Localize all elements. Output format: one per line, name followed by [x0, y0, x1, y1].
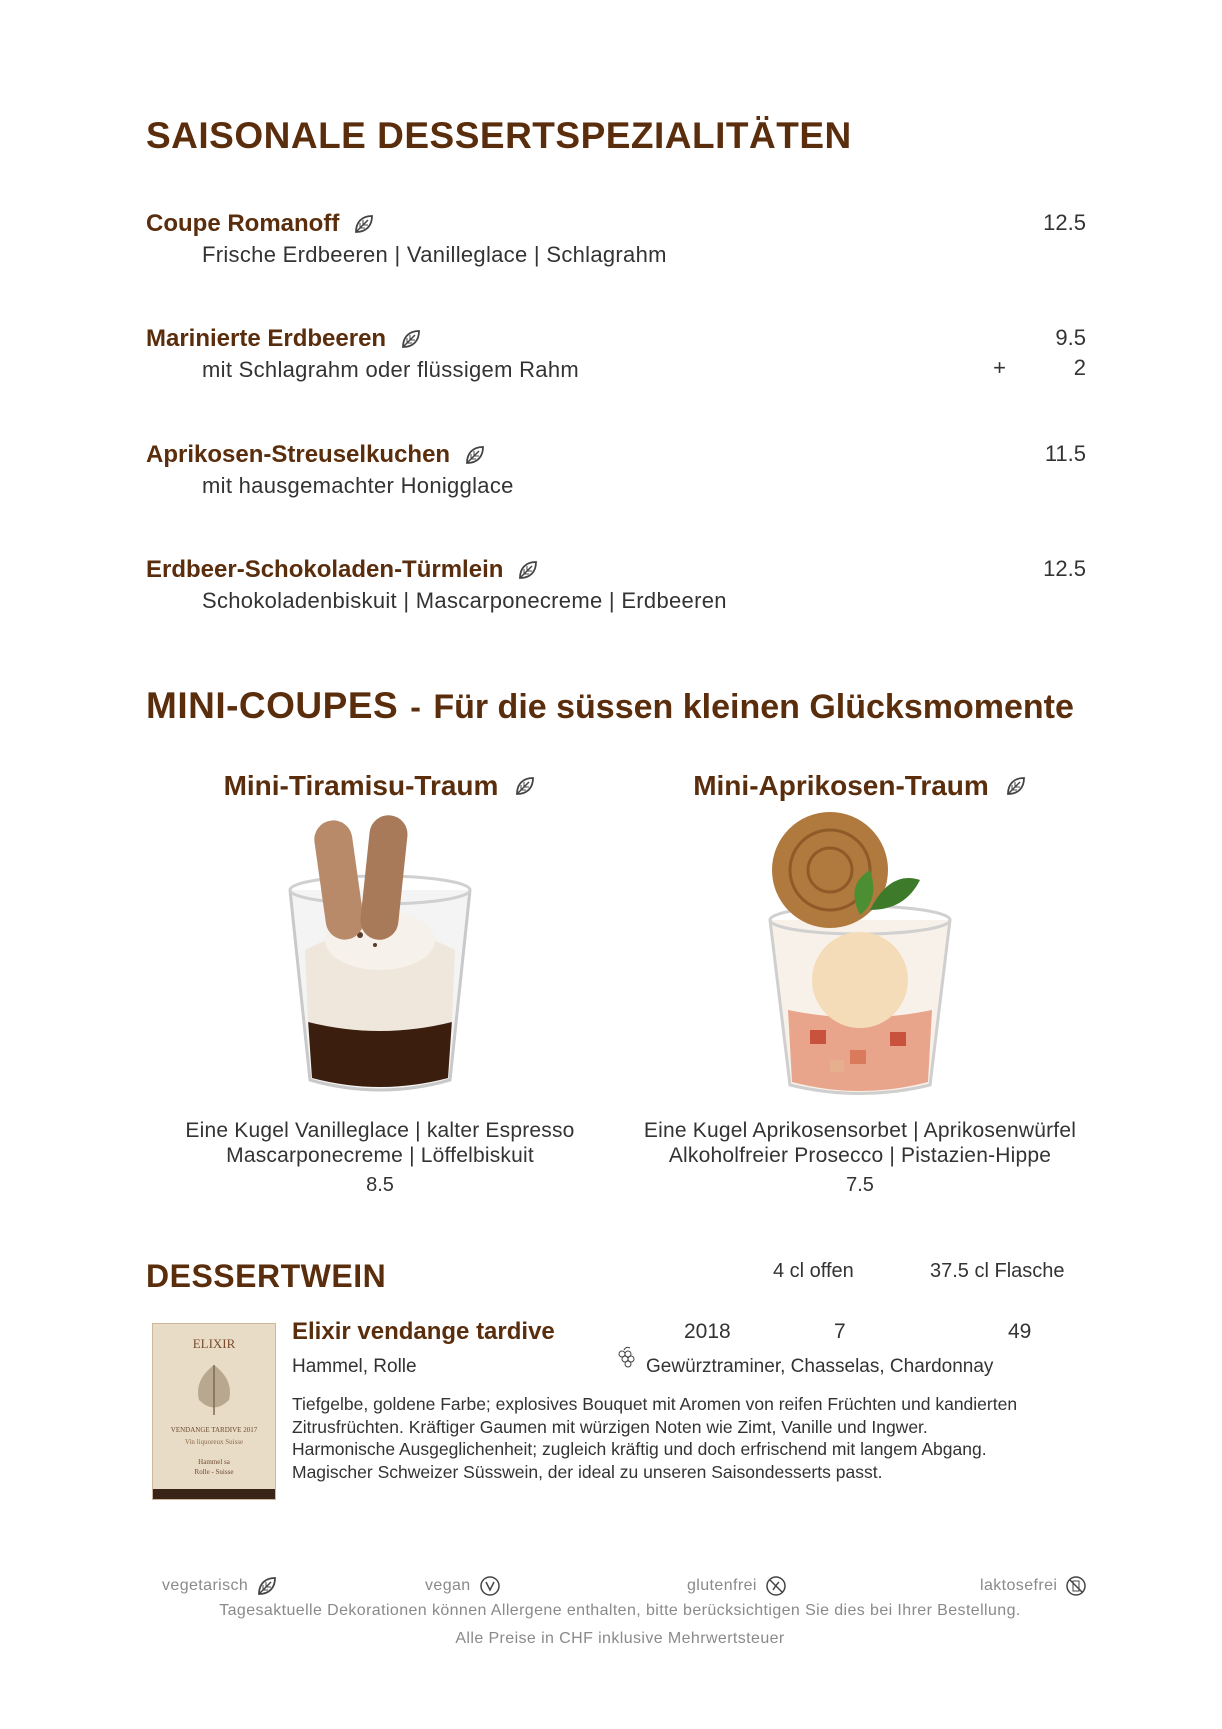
vegetarian-leaf-icon [517, 559, 539, 581]
legend-vegetarian [162, 1575, 278, 1597]
wine-price-open: 7 [834, 1320, 846, 1343]
mini-coupe-desc-line1: Eine Kugel Vanilleglace | kalter Espresso [185, 1119, 575, 1142]
tiramisu-image [250, 810, 510, 1110]
legend-vegan [425, 1575, 501, 1597]
vegetarian-leaf-icon [256, 1575, 278, 1597]
wine-label-sub: Vin liquoreux Suisse [184, 1438, 244, 1446]
menu-item [146, 325, 1086, 383]
wine-label-brand: ELIXIR [192, 1336, 236, 1351]
section-title-seasonal: SAISONALE DESSERTSPEZIALITÄTEN [146, 115, 852, 156]
wine-grapes: Gewürztraminer, Chasselas, Chardonnay [646, 1356, 994, 1377]
menu-item [146, 556, 1086, 614]
vegetarian-leaf-icon [464, 444, 486, 466]
wine-year: 2018 [684, 1320, 731, 1343]
mini-title-separator: - [410, 689, 422, 725]
legend-gluten-free [687, 1575, 787, 1597]
legend-lactose-free [980, 1575, 1087, 1597]
legend-label: laktosefrei [980, 1577, 1058, 1594]
mini-subtitle: Für die süssen kleinen Glücksmomente [433, 688, 1074, 726]
menu-item [146, 441, 1086, 499]
item-name: Aprikosen-Streuselkuchen [146, 441, 451, 468]
wine-label-image [152, 1323, 276, 1500]
item-price: 9.5 [1055, 325, 1086, 350]
mini-coupe-name: Mini-Aprikosen-Traum [693, 770, 989, 801]
wine-name: Elixir vendange tardive [292, 1318, 555, 1345]
mini-title: MINI-COUPES [146, 685, 399, 726]
item-name: Coupe Romanoff [146, 210, 340, 237]
column-bottle: 37.5 cl Flasche [930, 1260, 1065, 1282]
mini-coupe-desc-line2: Mascarponecreme | Löffelbiskuit [226, 1144, 534, 1167]
gluten-free-icon [765, 1575, 787, 1597]
vegetarian-leaf-icon [353, 213, 375, 235]
wine-description: Tiefgelbe, goldene Farbe; explosives Bouquet mit Aromen von reifen Früchten und kandierten Zitrusfrüchten. Kräftiger Gaumen mit würzigen Noten wie Zimt, Vanille und Ingwer. Harmonische Ausgeglichenheit; zugleich kräftig und doch erfrischend mit langem Abgang. Magischer Schweizer Süsswein, der ideal zu unseren Saisondesserts passt. [292, 1394, 1018, 1482]
item-description: Frische Erdbeeren | Vanilleglace | Schlagrahm [202, 242, 667, 267]
mini-coupe-card [620, 770, 1100, 1197]
legend [160, 1575, 1080, 1605]
grape-leaf-illustration [184, 1360, 244, 1420]
allergen-note: Tagesaktuelle Dekorationen können Allergene enthalten, bitte berücksichtigen Sie dies bei Ihrer Bestellung. [219, 1602, 1021, 1619]
mini-coupe-card [140, 770, 620, 1197]
legend-label: glutenfrei [687, 1577, 757, 1594]
vegan-icon [479, 1575, 501, 1597]
vegetarian-leaf-icon [1005, 775, 1027, 797]
wine-producer: Hammel, Rolle [292, 1356, 417, 1377]
mini-coupe-price: 7.5 [846, 1174, 874, 1196]
item-name: Erdbeer-Schokoladen-Türmlein [146, 556, 504, 583]
grape-icon [612, 1344, 640, 1372]
lactose-free-icon [1065, 1575, 1087, 1597]
vegetarian-leaf-icon [400, 328, 422, 350]
wine-price-bottle: 49 [1008, 1320, 1032, 1343]
menu-item [146, 210, 1086, 268]
legend-label: vegetarisch [162, 1577, 249, 1594]
legend-label: vegan [425, 1577, 471, 1594]
item-description: mit Schlagrahm oder flüssigem Rahm [202, 357, 580, 382]
column-open: 4 cl offen [773, 1260, 854, 1282]
item-price: 12.5 [1043, 210, 1086, 235]
apricot-dessert-image [730, 810, 990, 1110]
item-name: Marinierte Erdbeeren [146, 325, 387, 352]
price-note: Alle Preise in CHF inklusive Mehrwertsteuer [455, 1630, 785, 1647]
item-price: 11.5 [1044, 441, 1086, 466]
wine-label-line: VENDANGE TARDIVE 2017 [170, 1426, 258, 1434]
mini-coupe-desc-line2: Alkoholfreier Prosecco | Pistazien-Hippe [668, 1144, 1052, 1167]
extra-price: 2 [1073, 355, 1086, 380]
mini-coupe-price: 8.5 [366, 1174, 394, 1196]
mini-coupe-desc-line1: Eine Kugel Aprikosensorbet | Aprikosenwürfel [643, 1119, 1077, 1142]
extra-sign: + [993, 355, 1006, 380]
section-title-mini-coupes [146, 685, 1074, 727]
wine-label-producer: Hammel sa [198, 1458, 230, 1466]
section-title-dessert-wine: DESSERTWEIN [146, 1258, 387, 1294]
wine-label-place: Rolle - Suisse [194, 1468, 234, 1476]
item-price: 12.5 [1043, 556, 1086, 581]
vegetarian-leaf-icon [514, 775, 536, 797]
mini-coupe-name: Mini-Tiramisu-Traum [223, 770, 499, 801]
item-description: Schokoladenbiskuit | Mascarponecreme | Erdbeeren [202, 588, 727, 613]
item-description: mit hausgemachter Honigglace [202, 473, 514, 498]
